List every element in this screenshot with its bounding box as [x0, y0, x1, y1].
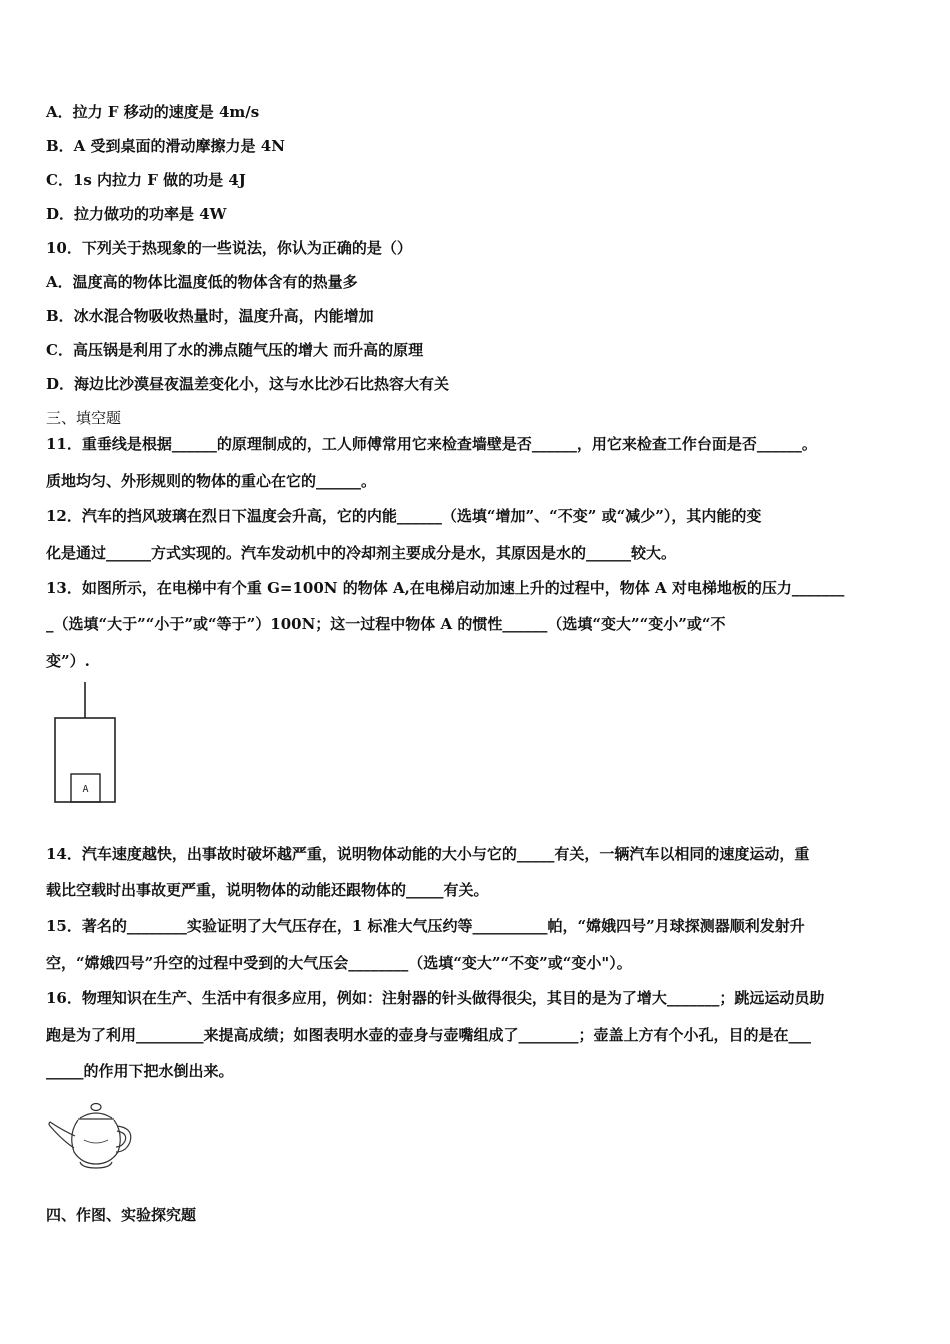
teapot-body — [72, 1120, 121, 1164]
q9-option-c: C．1s 内拉力 F 做的功是 4J — [46, 171, 246, 189]
teapot-lid — [80, 1113, 112, 1118]
q10-option-b: B．冰水混合物吸收热量时，温度升高，内能增加 — [46, 307, 374, 325]
q12-line-2: 化是通过______方式实现的。汽车发动机中的冷却剂主要成分是水，其原因是水的______较大。 — [46, 544, 677, 562]
q11-line-1: 11．重垂线是根据______的原理制成的，工人师傅常用它来检查墙壁是否______，用它来检查工作台面是否______。 — [46, 435, 817, 453]
object-a-label: A — [82, 784, 89, 795]
q15-line-2: 空，“嫦娥四号”升空的过程中受到的大气压会________（选填“变大”“不变”或“变小"）。 — [46, 954, 632, 972]
q16-line-1: 16．物理知识在生产、生活中有很多应用，例如：注射器的针头做得很尖，其目的是为了增大_______；跳远运动员助 — [46, 989, 825, 1007]
teapot-handle — [116, 1126, 131, 1152]
q12-line-1: 12．汽车的挡风玻璃在烈日下温度会升高，它的内能______（选填“增加”、“不变” 或“减少”），其内能的变 — [46, 507, 762, 525]
q13-line-2: _（选填“大于”“小于”或“等于”）100N；这一过程中物体 A 的惯性______（选填“变大”“变小”或“不 — [46, 615, 726, 633]
elevator-figure — [50, 680, 122, 806]
teapot-base — [80, 1162, 112, 1168]
q11-line-2: 质地均匀、外形规则的物体的重心在它的______。 — [46, 472, 377, 490]
q13-line-1: 13．如图所示，在电梯中有个重 G=100N 的物体 A,在电梯启动加速上升的过程中，物体 A 对电梯地板的压力_______ — [46, 579, 845, 597]
q10-option-a: A．温度高的物体比温度低的物体含有的热量多 — [46, 273, 358, 291]
q15-line-1: 15．著名的________实验证明了大气压存在，1 标准大气压约等__________帕，“嫦娥四号”月球探测器顺利发射升 — [46, 917, 805, 935]
q9-option-b: B．A 受到桌面的滑动摩擦力是 4N — [46, 137, 285, 155]
section-4-title: 四、作图、实验探究题 — [46, 1206, 197, 1224]
q10-stem: 10．下列关于热现象的一些说法，你认为正确的是（） — [46, 239, 412, 257]
q10-option-c: C．高压锅是利用了水的沸点随气压的增大 而升高的原理 — [46, 341, 424, 359]
teapot-drawing — [49, 1104, 131, 1169]
q13-line-3: 变”）. — [46, 652, 90, 670]
teapot-spout — [49, 1122, 75, 1148]
teapot-decoration — [84, 1140, 108, 1143]
section-3-title: 三、填空题 — [46, 409, 122, 427]
q9-option-a: A．拉力 F 移动的速度是 4m/s — [46, 103, 260, 121]
q9-option-d: D．拉力做功的功率是 4W — [46, 205, 227, 223]
q16-line-3: _____的作用下把水倒出来。 — [46, 1062, 234, 1080]
q16-line-2: 跑是为了利用_________来提高成绩；如图表明水壶的壶身与壶嘴组成了________；壶盖上方有个小孔，目的是在___ — [46, 1026, 812, 1044]
q14-line-2: 载比空载时出事故更严重，说明物体的动能还跟物体的_____有关。 — [46, 881, 489, 899]
teapot-figure — [44, 1100, 136, 1174]
q14-line-1: 14．汽车速度越快，出事故时破坏越严重，说明物体动能的大小与它的_____有关，一辆汽车以相同的速度运动，重 — [46, 845, 810, 863]
teapot-knob — [91, 1104, 101, 1111]
q10-option-d: D．海边比沙漠昼夜温差变化小，这与水比沙石比热容大有关 — [46, 375, 450, 393]
